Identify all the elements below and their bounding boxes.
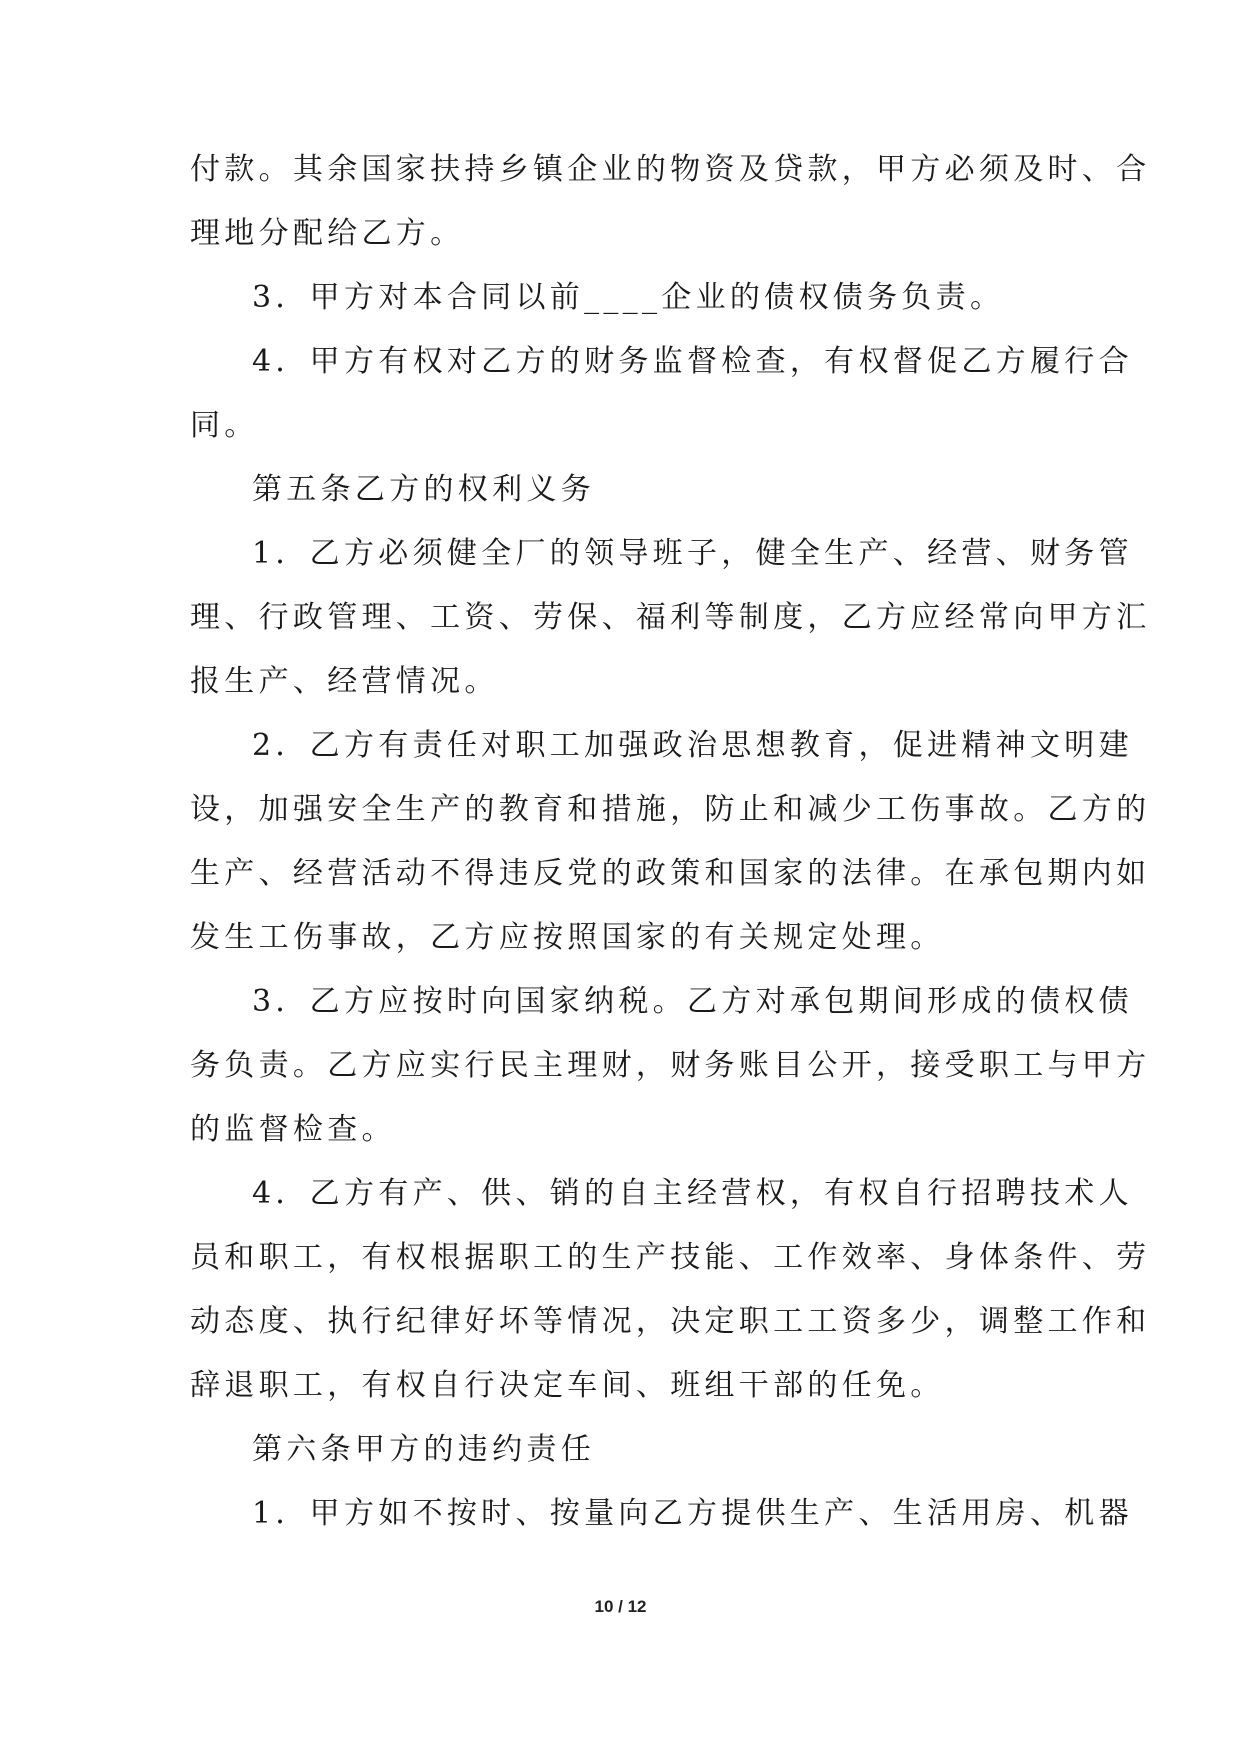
text-line: 发生工伤事故，乙方应按照国家的有关规定处理。 bbox=[190, 920, 945, 955]
section-heading: 第六条甲方的违约责任 bbox=[252, 1432, 595, 1467]
text-line: 动态度、执行纪律好坏等情况，决定职工工资多少，调整工作和 bbox=[190, 1304, 1151, 1339]
text-line: 设，加强安全生产的教育和措施，防止和减少工伤事故。乙方的 bbox=[190, 792, 1151, 827]
text-line: 生产、经营活动不得违反党的政策和国家的法律。在承包期内如 bbox=[190, 856, 1151, 891]
page-number: 10 / 12 bbox=[594, 1597, 647, 1616]
text-line: 3．甲方对本合同以前____企业的债权债务负责。 bbox=[252, 280, 1005, 315]
section-heading: 第五条乙方的权利义务 bbox=[252, 472, 595, 507]
text-line: 3．乙方应按时向国家纳税。乙方对承包期间形成的债权债 bbox=[252, 984, 1133, 1019]
text-line: 同。 bbox=[190, 408, 259, 443]
text-line: 1．甲方如不按时、按量向乙方提供生产、生活用房、机器 bbox=[252, 1496, 1133, 1531]
text-line: 报生产、经营情况。 bbox=[190, 664, 499, 699]
text-line: 4．甲方有权对乙方的财务监督检查，有权督促乙方履行合 bbox=[252, 344, 1133, 379]
text-line: 员和职工，有权根据职工的生产技能、工作效率、身体条件、劳 bbox=[190, 1240, 1151, 1275]
text-line: 4．乙方有产、供、销的自主经营权，有权自行招聘技术人 bbox=[252, 1176, 1133, 1211]
text-line: 理地分配给乙方。 bbox=[190, 216, 465, 251]
text-line: 务负责。乙方应实行民主理财，财务账目公开，接受职工与甲方 bbox=[190, 1048, 1151, 1083]
text-line: 付款。其余国家扶持乡镇企业的物资及贷款，甲方必须及时、合 bbox=[190, 152, 1151, 187]
text-line: 2．乙方有责任对职工加强政治思想教育，促进精神文明建 bbox=[252, 728, 1133, 763]
text-line: 的监督检查。 bbox=[190, 1112, 396, 1147]
text-line: 理、行政管理、工资、劳保、福利等制度，乙方应经常向甲方汇 bbox=[190, 600, 1151, 635]
text-line: 1．乙方必须健全厂的领导班子，健全生产、经营、财务管 bbox=[252, 536, 1133, 571]
text-line: 辞退职工，有权自行决定车间、班组干部的任免。 bbox=[190, 1368, 945, 1403]
